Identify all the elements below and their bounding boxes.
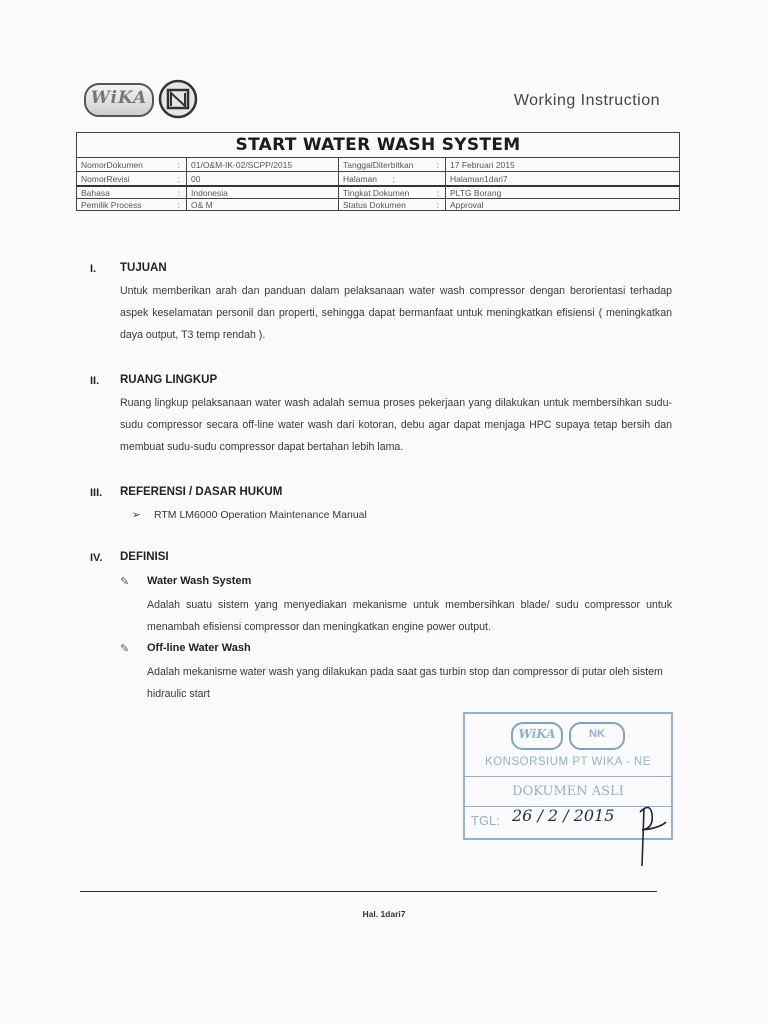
value-tingkat-dokumen: PLTG Borang (446, 186, 680, 199)
table-row: NomorDokumen : 01/O&M-IK-02/SCPP/2015 TanggalDiterbitkan : 17 Februari 2015 (77, 158, 680, 172)
label-halaman: Halaman (343, 173, 378, 184)
section-1-number: I. (90, 263, 97, 275)
stamp-label: DOKUMEN ASLI (512, 784, 624, 799)
value-pemilik-process: O& M (187, 199, 339, 211)
pointing-hand-icon: ✎ (120, 643, 130, 655)
section-1-text: Untuk memberikan arah dan panduan dalam pelaksanaan water wash compressor dengan berorientasi terhadap aspek keselamatan personil dan properti, sehingga dapat bermanfaat untuk meningkatkan efisiensi ( meningkatkan daya output, T3 temp rendah ). (120, 285, 672, 341)
stamp-nk-logo: NK (569, 722, 625, 750)
value-tanggal: 17 Februari 2015 (446, 158, 680, 172)
page-number: Hal. 1dari7 (362, 909, 406, 919)
pointing-hand-icon: ✎ (120, 576, 130, 588)
section-1-title: TUJUAN (120, 262, 167, 274)
label-nomor-revisi: NomorRevisi (81, 173, 130, 184)
footer-divider (80, 891, 657, 892)
label-tingkat-dokumen: Tingkat Dokumen (343, 187, 410, 198)
label-bahasa: Bahasa (81, 187, 110, 198)
reference-item: RTM LM6000 Operation Maintenance Manual (154, 509, 367, 521)
bullet-arrow-icon: ➢ (132, 509, 141, 521)
value-bahasa: Indonesia (187, 186, 339, 199)
definition-2-title: Off-line Water Wash (147, 642, 251, 654)
stamp-wika-logo: WiKA (511, 722, 563, 750)
table-row: Bahasa : Indonesia Tingkat Dokumen : PLTG Borang (77, 186, 680, 199)
label-nomor-dokumen: NomorDokumen (81, 159, 143, 170)
definition-2-text: Adalah mekanisme water wash yang dilakukan pada saat gas turbin stop dan compressor di putar oleh sistem hidraulic start (147, 666, 663, 700)
section-4-number: IV. (90, 552, 103, 564)
definition-1-title: Water Wash System (147, 575, 252, 587)
value-halaman: Halaman1dari7 (446, 172, 680, 187)
table-row: Pemilik Process : O& M Status Dokumen : Approval (77, 199, 680, 211)
label-pemilik-process: Pemilik Process (81, 199, 142, 210)
label-tanggal: TanggalDiterbitkan (343, 159, 414, 170)
section-2-title: RUANG LINGKUP (120, 374, 218, 386)
document-title: START WATER WASH SYSTEM (77, 133, 680, 158)
section-3-number: III. (90, 487, 103, 499)
section-3-title: REFERENSI / DASAR HUKUM (120, 486, 283, 498)
table-row: NomorRevisi : 00 Halaman : Halaman1dari7 (77, 172, 680, 187)
definition-1-text: Adalah suatu sistem yang menyediakan mekanisme untuk membersihkan blade/ sudu compressor untuk menambah efisiensi compressor dan meningkatkan engine power output. (147, 599, 672, 633)
label-status-dokumen: Status Dokumen (343, 199, 406, 210)
signature (620, 800, 670, 870)
nk-logo (158, 79, 198, 119)
value-nomor-dokumen: 01/O&M-IK-02/SCPP/2015 (187, 158, 339, 172)
document-info-table (76, 132, 680, 211)
section-2-text: Ruang lingkup pelaksanaan water wash adalah semua proses pekerjaan yang dilakukan untuk membersihkan sudu-sudu compressor secara off-line water wash dari kotoran, debu agar dapat menjaga HPC supaya tetap bersih dan membuat sudu-sudu compressor dapat bertahan lebih lama. (120, 397, 672, 453)
stamp-company: KONSORSIUM PT WIKA - NE (485, 756, 651, 768)
section-4-title: DEFINISI (120, 551, 169, 563)
handwritten-date: 26 / 2 / 2015 (512, 806, 615, 825)
value-nomor-revisi: 00 (187, 172, 339, 187)
wika-logo: WiKA (84, 83, 154, 117)
stamp-date-label: TGL: (471, 813, 500, 828)
doc-type-title: Working Instruction (513, 92, 660, 109)
section-2-number: II. (90, 375, 100, 387)
value-status-dokumen: Approval (446, 199, 680, 211)
